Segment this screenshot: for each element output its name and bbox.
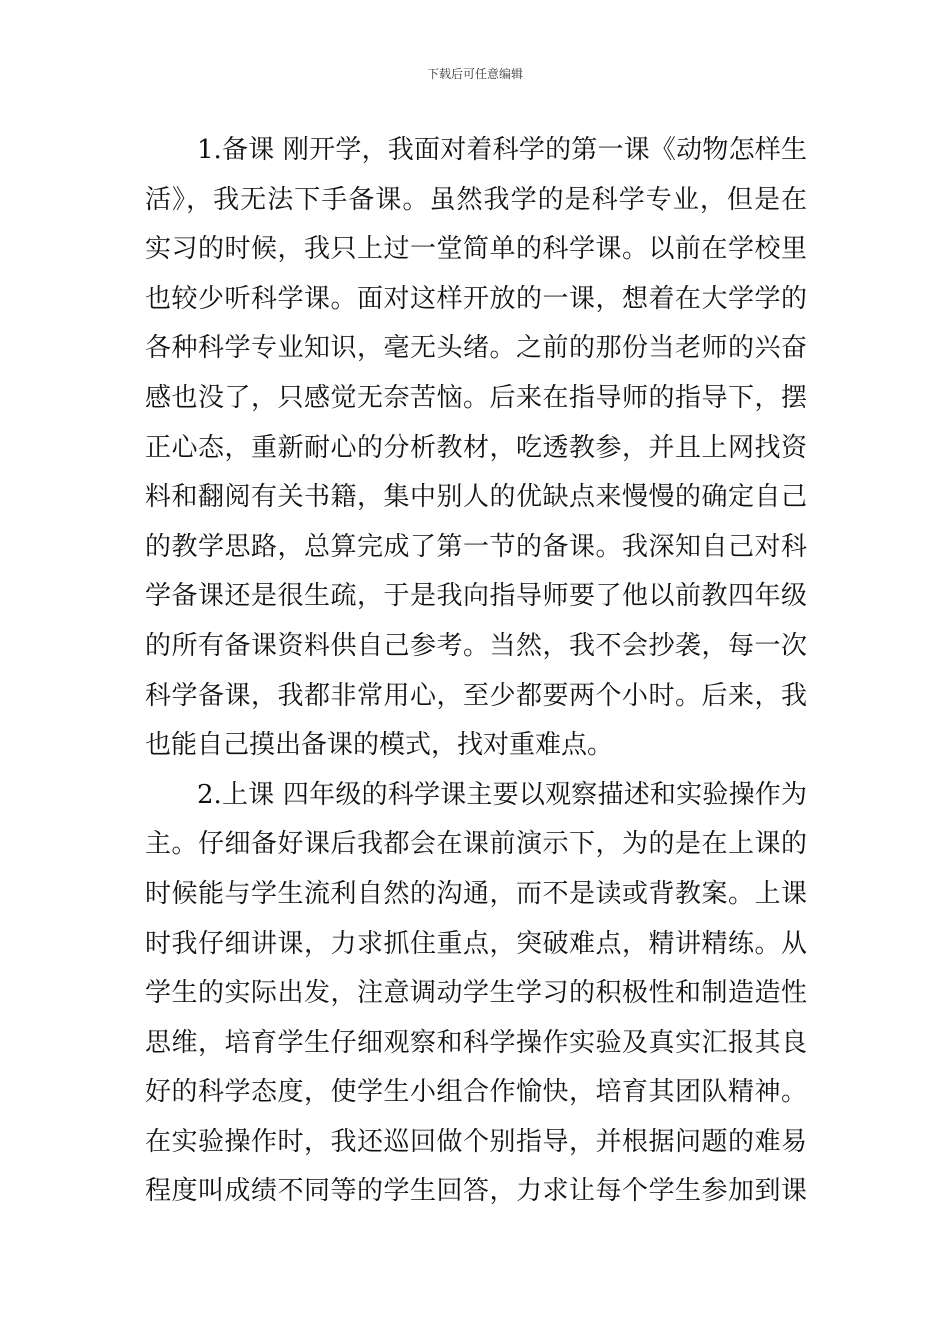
text-line: 实习的时候，我只上过一堂简单的科学课。以前在学校里 xyxy=(145,234,807,265)
text-line: 在实验操作时，我还巡回做个别指导，并根据问题的难易 xyxy=(145,1126,807,1157)
text-line: 也能自己摸出备课的模式，找对重难点。 xyxy=(145,730,614,761)
paragraph-1 xyxy=(145,126,807,771)
text-line: 时候能与学生流利自然的沟通，而不是读或背教案。上课 xyxy=(145,878,807,909)
text-line: 的所有备课资料供自己参考。当然，我不会抄袭，每一次 xyxy=(145,630,807,661)
text-line: 时我仔细讲课，力求抓住重点，突破难点，精讲精练。从 xyxy=(145,928,807,959)
text-line: 2.上课 四年级的科学课主要以观察描述和实验操作为 xyxy=(197,779,807,810)
text-line: 活》，我无法下手备课。虽然我学的是科学专业，但是在 xyxy=(145,184,807,215)
text-line: 主。仔细备好课后我都会在课前演示下，为的是在上课的 xyxy=(145,829,807,860)
text-line: 正心态，重新耐心的分析教材，吃透教参，并且上网找资 xyxy=(145,432,807,463)
text-line: 思维，培育学生仔细观察和科学操作实验及真实汇报其良 xyxy=(145,1027,807,1058)
text-line: 感也没了，只感觉无奈苦恼。后来在指导师的指导下，摆 xyxy=(145,382,807,413)
text-line: 好的科学态度，使学生小组合作愉快，培育其团队精神。 xyxy=(145,1077,807,1108)
text-line: 料和翻阅有关书籍，集中别人的优缺点来慢慢的确定自己 xyxy=(145,482,807,513)
text-line: 学生的实际出发，注意调动学生学习的积极性和制造造性 xyxy=(145,978,807,1009)
text-line: 的教学思路，总算完成了第一节的备课。我深知自己对科 xyxy=(145,531,807,562)
text-line: 1.备课 刚开学，我面对着科学的第一课《动物怎样生 xyxy=(197,135,807,165)
text-line: 科学备课，我都非常用心，至少都要两个小时。后来，我 xyxy=(145,680,807,711)
text-line: 各种科学专业知识，毫无头绪。之前的那份当老师的兴奋 xyxy=(145,333,807,364)
paragraph-2 xyxy=(145,771,807,1217)
text-line: 学备课还是很生疏，于是我向指导师要了他以前教四年级 xyxy=(145,581,807,612)
text-line: 程度叫成绩不同等的学生回答，力求让每个学生参加到课 xyxy=(145,1176,807,1207)
body-text xyxy=(145,126,807,1217)
text-line: 也较少听科学课。面对这样开放的一课，想着在大学学的 xyxy=(145,283,807,314)
header-note: 下载后可任意编辑 xyxy=(426,67,523,81)
